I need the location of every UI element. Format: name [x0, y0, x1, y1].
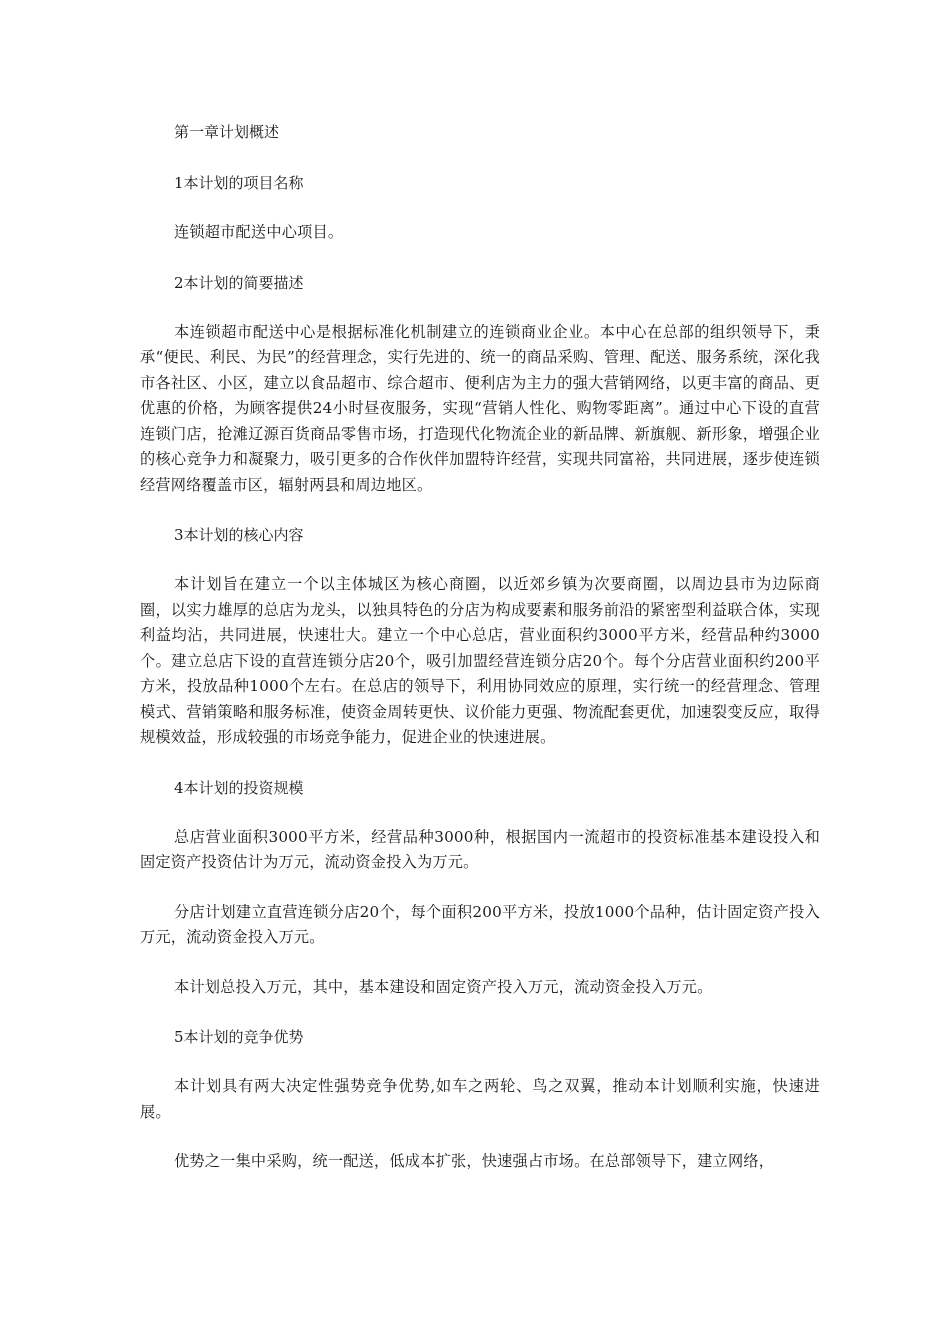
- section-heading-5: 5本计划的竞争优势: [174, 1028, 304, 1046]
- section-2-paragraph-1: 本连锁超市配送中心是根据标准化机制建立的连锁商业企业。本中心在总部的组织领导下，秉承“便民、利民、为民”的经营理念，实行先进的、统一的商品采购、管理、配送、服务系统，深化我市各社区、小区，建立以食品超市、综合超市、便利店为主力的强大营销网络，以更丰富的商品、更优惠的价格，为顾客提供24小时昼夜服务，实现“营销人性化、购物零距离”。通过中心下设的直营连锁门店，抢滩辽源百货商品零售市场，打造现代化物流企业的新品牌、新旗舰、新形象，增强企业的核心竞争力和凝聚力，吸引更多的合作伙伴加盟特许经营，实现共同富裕，共同进展，逐步使连锁经营网络覆盖市区，辐射两县和周边地区。: [140, 322, 820, 494]
- section-heading-2: 2本计划的简要描述: [174, 273, 304, 292]
- section-3-paragraph-1: 本计划旨在建立一个以主体城区为核心商圈，以近郊乡镇为次要商圈，以周边县市为边际商圈，以实力雄厚的总店为龙头，以独具特色的分店为构成要素和服务前沿的紧密型利益联合体，实现利益均沾，共同进展，快速壮大。建立一个中心总店，营业面积约3000平方米，经营品种约3000个。建立总店下设的直营连锁分店20个，吸引加盟经营连锁分店20个。每个分店营业面积约200平方米，投放品种1000个左右。在总店的领导下，利用协同效应的原理，实行统一的经营理念、管理模式、营销策略和服务标准，使资金周转更快、议价能力更强、物流配套更优，加速裂变反应，取得规模效益，形成较强的市场竞争能力，促进企业的快速进展。: [140, 575, 820, 746]
- chapter-title: 第一章计划概述: [174, 123, 280, 141]
- document-page: [140, 118, 820, 1175]
- section-4-paragraph-1: 总店营业面积3000平方米，经营品种3000种，根据国内一流超市的投资标准基本建设投入和固定资产投资估计为万元，流动资金投入为万元。: [140, 827, 820, 871]
- section-4-paragraph-2: 分店计划建立直营连锁分店20个，每个面积200平方米，投放1000个品种，估计固定资产投入万元，流动资金投入万元。: [140, 902, 820, 946]
- section-heading-3: 3本计划的核心内容: [174, 526, 304, 544]
- section-4-paragraph-3: 本计划总投入万元，其中，基本建设和固定资产投入万元，流动资金投入万元。: [174, 977, 713, 996]
- section-heading-1: 1本计划的项目名称: [174, 174, 304, 192]
- section-heading-4: 4本计划的投资规模: [174, 778, 304, 797]
- section-5-paragraph-1: 本计划具有两大决定性强势竞争优势,如车之两轮、鸟之双翼，推动本计划顺利实施，快速进展。: [140, 1077, 820, 1121]
- section-5-paragraph-2: 优势之一集中采购，统一配送，低成本扩张，快速强占市场。在总部领导下，建立网络，: [174, 1152, 775, 1170]
- section-1-paragraph-1: 连锁超市配送中心项目。: [174, 223, 344, 241]
